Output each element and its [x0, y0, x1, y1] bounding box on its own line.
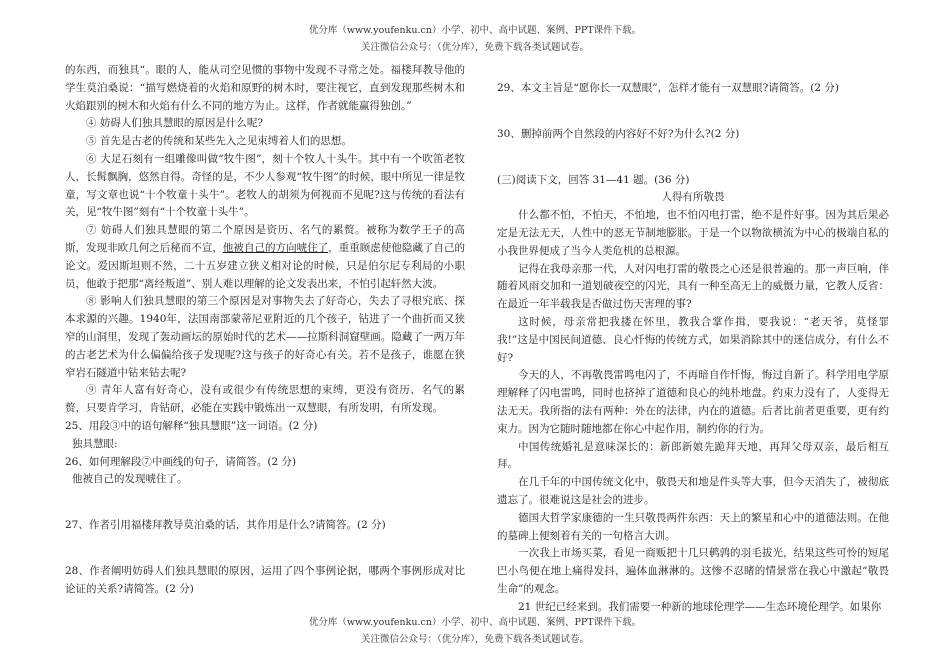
answer-space-29	[497, 98, 889, 126]
question-26: 26、如何理解段⑦中画线的句子，请简答。(2 分)	[65, 455, 297, 468]
article-paragraph-7: 德国大哲学家康德的一生只敬畏两件东西：天上的繁星和心中的道德法则。在他的墓碑上便刻着有关的一句格言大训。	[497, 511, 889, 542]
question-30: 30、删掉前两个自然段的内容好不好?为什么?(2 分)	[497, 127, 740, 140]
paragraph-9: ⑨ 青年人富有好奇心，没有或很少有传统思想的束缚，更没有资历、名气的累赘，只要肯学习，肯钻研，必能在实践中锻炼出一双慧眼，有所发明，有所发现。	[65, 384, 465, 415]
article-paragraph-3: 这时候，母亲常把我搂在怀里，教我合掌作揖，要我说：“老天爷，莫怪罪我!”这是中国民间道德、良心忏悔的传统方式，如果消除其中的迷信成分，有什么不好?	[497, 315, 889, 364]
question-27: 27、作者引用福楼拜教导莫泊桑的话，其作用是什么?请简答。(2 分)	[65, 519, 386, 532]
answer-25: 独具慧眼:	[72, 437, 118, 450]
paragraph-7	[65, 222, 465, 293]
footer-line-1: 优分库（www.youfenku.cn）小学、初中、高中试题、案例、PPT课件下载。	[308, 617, 642, 628]
article-paragraph-5: 中国传统婚礼是意味深长的：新郎新娘先跪拜天地，再拜父母双亲，最后相互拜。	[497, 440, 889, 471]
article-title: 人得有所敬畏	[661, 191, 725, 204]
paragraph-5: ⑤ 首先是古老的传统和某些先入之见束缚着人们的思想。	[86, 135, 352, 148]
question-28: 28、作者阐明妨碍人们独具慧眼的原因，运用了四个事例论据，哪两个事例形成对比论证的关系?请简答。(2 分)	[65, 564, 465, 595]
article-paragraph-8: 一次我上市场买菜，看见一商贩把十几只鹌鹑的羽毛拔光，结果这些可怜的短尾巴小鸟便在地上痛得发抖，遍体血淋淋的。这惨不忍睹的情景常在我心中激起“敬畏生命”的观念。	[497, 547, 889, 595]
underlined-sentence: 他被自己的方向唬住了	[222, 241, 329, 254]
article-paragraph-9: 21 世纪已经来到。我们需要一种新的地球伦理学——生态环境伦理学。如果你	[518, 600, 882, 613]
answer-space-26	[65, 489, 465, 517]
article-paragraph-2: 记得在我母亲那一代，人对闪电打雷的敬畏之心还是很普遍的。那一声巨响，伴随着风雨交加和一道划破夜空的闪光，具有一种至高无上的威慑力量，它教人反省：在最近一年半载我是否做过伤天害理的事?	[497, 262, 889, 311]
paragraph-7-end: ，重重顾虑使他隐藏了自己的论文。爱因斯坦则不然，二十五岁建立狭义相对论的时候，只是伯尔尼专利局的小职员，他敢于把那“离经叛道”、别人难以理解的论文发表出来，不怕引起轩然大波。	[65, 241, 466, 290]
footer-line-2: 关注微信公众号：（优分库），免费下载各类试题试卷。	[360, 634, 589, 645]
section-3-heading: (三)阅读下文，回答 31—41 题。(36 分)	[497, 173, 690, 186]
header-line-1: 优分库（www.youfenku.cn）小学、初中、高中试题、案例、PPT课件下载。	[308, 25, 642, 36]
left-column	[65, 62, 465, 599]
paragraph-4: ④ 妨碍人们独具慧眼的原因是什么呢?	[86, 117, 263, 130]
answer-26: 他被自己的发现唬住了。	[72, 473, 188, 486]
paragraph-7-start: ⑦ 妨碍人们独具慧眼的第二个原因是资历、名气的累赘。被称为数学王子的高斯，发现非欧几何之后秘而不宣，	[65, 224, 465, 254]
paragraph-8: ⑧ 影响人们独具慧眼的第三个原因是对事物失去了好奇心，失去了寻根究底、探本求源的兴趣。1940年，法国南部蒙蒂尼亚附近的几个孩子，钻进了一个曲折而又狭窄的山洞里，发现了轰动画坛的原始时代的艺术——拉斯科洞窟壁画。隐藏了一两万年的古老艺术为什么偏偏给孩子发现呢?这与孩子的好奇心有关。若不是孩子，谁愿在狭窄岩石隧道中钻来钻去呢?	[65, 295, 465, 379]
article-paragraph-1: 什么都不怕，不怕天，不怕地，也不怕闪电打雷，绝不是件好事。因为其后果必定是无法无天，人性中的恶无节制地膨胀。于是一个以物欲横流为中心的极端自私的小我世界便成了当今人类危机的总根源。	[497, 209, 889, 257]
question-29: 29、本文主旨是“愿你长一双慧眼”，怎样才能有一双慧眼?请简答。(2 分)	[497, 82, 839, 94]
paragraph-3: 的东西，而独具“。眼的人，能从司空见惯的事物中发现不寻常之处。福楼拜教导他的学生莫泊桑说：“描写燃烧着的火焰和原野的树木时，要注视它，直到发现那些树木和火焰跟别的树木和火焰有什么不同的地方为止。这样，作者就能赢得独创。”	[65, 64, 465, 112]
paragraph-6: ⑥ 大足石刻有一组雕像叫做“牧牛图”，刻十个牧人十头牛。其中有一个吹笛老牧人，长髯飘胸，悠然自得。奇怪的是，不少人参观“牧牛图”的时候，眼中所见一律是牧童，写文章也说“十个牧童十头牛”。老牧人的胡须为何视而不见呢?这与传统的看法有关，见“牧牛图”刻有“十个牧童十头牛”。	[65, 152, 465, 219]
header-line-2: 关注微信公众号：（优分库），免费下载各类试题试卷。	[360, 42, 589, 53]
article-paragraph-6: 在几千年的中国传统文化中，敬畏天和地是件头等大事，但今天消失了，被彻底遗忘了。很难说这是社会的进步。	[497, 476, 889, 506]
question-25: 25、用段③中的语句解释“独具慧眼”这一词语。(2 分)	[65, 419, 318, 432]
answer-space-30	[497, 144, 889, 172]
answer-space-27	[65, 535, 465, 563]
page-footer	[0, 614, 950, 648]
page-header	[0, 22, 950, 56]
right-column	[497, 62, 889, 617]
article-paragraph-4: 今天的人，不再敬畏雷鸣电闪了，不再暗自作忏悔，悔过自新了。科学用电学原理解释了闪电雷鸣，同时也挤掉了道德和良心的纯朴地盘。约束力没有了，人变得无法无天。我所指的法有两种：外在的法律，内在的道德。后者比前者更重要，更有约束力。因为它随时随地都在你心中起作用，制约你的行为。	[497, 369, 889, 435]
